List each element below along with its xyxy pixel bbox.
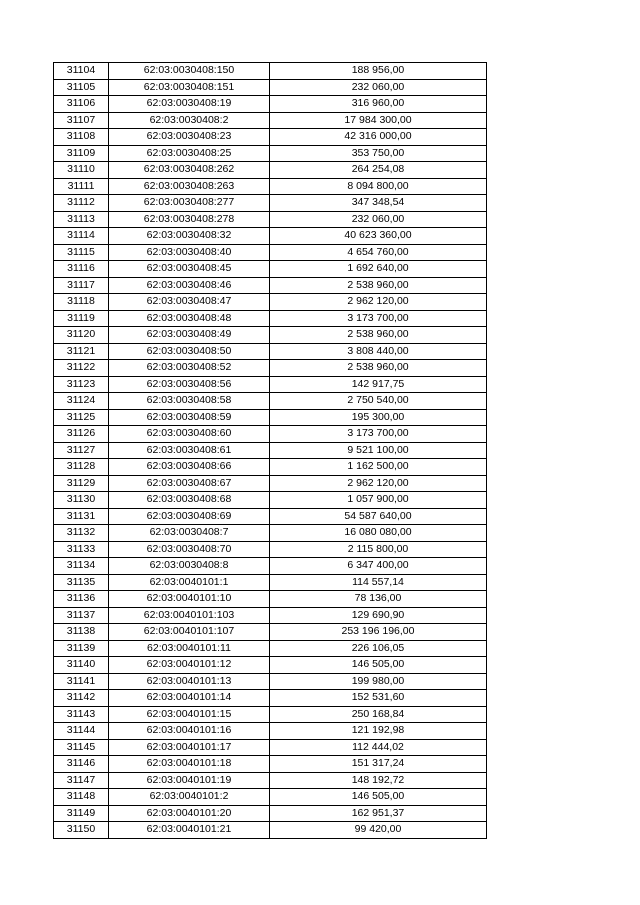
cadastral-number-cell: 62:03:0030408:277 xyxy=(109,195,270,212)
row-number-cell: 31136 xyxy=(54,591,109,608)
cadastral-value-cell: 129 690,90 xyxy=(270,607,487,624)
table-body xyxy=(54,63,487,839)
table-row xyxy=(54,574,487,591)
cadastral-number-cell: 62:03:0030408:52 xyxy=(109,360,270,377)
row-number-cell: 31106 xyxy=(54,96,109,113)
table-row xyxy=(54,525,487,542)
row-number-cell: 31149 xyxy=(54,805,109,822)
table-row xyxy=(54,343,487,360)
row-number-cell: 31142 xyxy=(54,690,109,707)
table-row xyxy=(54,112,487,129)
cadastral-value-cell: 2 538 960,00 xyxy=(270,327,487,344)
row-number-cell: 31120 xyxy=(54,327,109,344)
cadastral-value-cell: 121 192,98 xyxy=(270,723,487,740)
row-number-cell: 31150 xyxy=(54,822,109,839)
cadastral-value-cell: 2 962 120,00 xyxy=(270,475,487,492)
table-row xyxy=(54,706,487,723)
cadastral-number-cell: 62:03:0030408:46 xyxy=(109,277,270,294)
cadastral-value-cell: 114 557,14 xyxy=(270,574,487,591)
table-row xyxy=(54,805,487,822)
table-row xyxy=(54,162,487,179)
cadastral-value-cell: 78 136,00 xyxy=(270,591,487,608)
cadastral-value-cell: 99 420,00 xyxy=(270,822,487,839)
row-number-cell: 31137 xyxy=(54,607,109,624)
table-row xyxy=(54,277,487,294)
cadastral-value-cell: 253 196 196,00 xyxy=(270,624,487,641)
row-number-cell: 31116 xyxy=(54,261,109,278)
cadastral-number-cell: 62:03:0030408:2 xyxy=(109,112,270,129)
row-number-cell: 31114 xyxy=(54,228,109,245)
cadastral-value-cell: 152 531,60 xyxy=(270,690,487,707)
cadastral-number-cell: 62:03:0030408:58 xyxy=(109,393,270,410)
table-row xyxy=(54,492,487,509)
cadastral-value-cell: 2 962 120,00 xyxy=(270,294,487,311)
table-row xyxy=(54,360,487,377)
table-row xyxy=(54,244,487,261)
cadastral-value-cell: 3 808 440,00 xyxy=(270,343,487,360)
cadastral-value-cell: 2 538 960,00 xyxy=(270,360,487,377)
row-number-cell: 31139 xyxy=(54,640,109,657)
row-number-cell: 31144 xyxy=(54,723,109,740)
cadastral-value-cell: 232 060,00 xyxy=(270,79,487,96)
cadastral-number-cell: 62:03:0030408:262 xyxy=(109,162,270,179)
table-row xyxy=(54,442,487,459)
cadastral-number-cell: 62:03:0040101:107 xyxy=(109,624,270,641)
cadastral-number-cell: 62:03:0030408:69 xyxy=(109,508,270,525)
table-row xyxy=(54,789,487,806)
table-row xyxy=(54,607,487,624)
cadastral-number-cell: 62:03:0040101:1 xyxy=(109,574,270,591)
row-number-cell: 31135 xyxy=(54,574,109,591)
table-row xyxy=(54,211,487,228)
cadastral-value-cell: 188 956,00 xyxy=(270,63,487,80)
cadastral-value-cell: 2 750 540,00 xyxy=(270,393,487,410)
table-row xyxy=(54,756,487,773)
cadastral-number-cell: 62:03:0030408:59 xyxy=(109,409,270,426)
table-row xyxy=(54,673,487,690)
cadastral-number-cell: 62:03:0030408:60 xyxy=(109,426,270,443)
table-row xyxy=(54,822,487,839)
cadastral-value-cell: 347 348,54 xyxy=(270,195,487,212)
table-row xyxy=(54,657,487,674)
row-number-cell: 31141 xyxy=(54,673,109,690)
row-number-cell: 31123 xyxy=(54,376,109,393)
row-number-cell: 31146 xyxy=(54,756,109,773)
table-row xyxy=(54,475,487,492)
table-row xyxy=(54,591,487,608)
cadastral-number-cell: 62:03:0040101:2 xyxy=(109,789,270,806)
cadastral-number-cell: 62:03:0030408:25 xyxy=(109,145,270,162)
cadastral-number-cell: 62:03:0040101:21 xyxy=(109,822,270,839)
cadastral-number-cell: 62:03:0030408:66 xyxy=(109,459,270,476)
cadastral-value-cell: 1 057 900,00 xyxy=(270,492,487,509)
row-number-cell: 31109 xyxy=(54,145,109,162)
cadastral-number-cell: 62:03:0040101:13 xyxy=(109,673,270,690)
cadastral-number-cell: 62:03:0040101:17 xyxy=(109,739,270,756)
table-row xyxy=(54,79,487,96)
cadastral-number-cell: 62:03:0040101:11 xyxy=(109,640,270,657)
row-number-cell: 31105 xyxy=(54,79,109,96)
table-row xyxy=(54,690,487,707)
row-number-cell: 31107 xyxy=(54,112,109,129)
cadastral-number-cell: 62:03:0030408:50 xyxy=(109,343,270,360)
cadastral-value-cell: 40 623 360,00 xyxy=(270,228,487,245)
row-number-cell: 31108 xyxy=(54,129,109,146)
table-row xyxy=(54,640,487,657)
row-number-cell: 31133 xyxy=(54,541,109,558)
cadastral-number-cell: 62:03:0030408:48 xyxy=(109,310,270,327)
cadastral-number-cell: 62:03:0030408:67 xyxy=(109,475,270,492)
cadastral-number-cell: 62:03:0030408:61 xyxy=(109,442,270,459)
row-number-cell: 31112 xyxy=(54,195,109,212)
row-number-cell: 31126 xyxy=(54,426,109,443)
cadastral-value-cell: 17 984 300,00 xyxy=(270,112,487,129)
cadastral-value-table xyxy=(53,62,487,839)
table-row xyxy=(54,393,487,410)
table-row xyxy=(54,63,487,80)
cadastral-value-cell: 1 162 500,00 xyxy=(270,459,487,476)
table-row xyxy=(54,508,487,525)
cadastral-value-cell: 6 347 400,00 xyxy=(270,558,487,575)
table-row xyxy=(54,294,487,311)
row-number-cell: 31147 xyxy=(54,772,109,789)
cadastral-number-cell: 62:03:0030408:40 xyxy=(109,244,270,261)
row-number-cell: 31130 xyxy=(54,492,109,509)
table-row xyxy=(54,96,487,113)
cadastral-number-cell: 62:03:0030408:19 xyxy=(109,96,270,113)
table-row xyxy=(54,772,487,789)
cadastral-number-cell: 62:03:0040101:16 xyxy=(109,723,270,740)
row-number-cell: 31129 xyxy=(54,475,109,492)
row-number-cell: 31115 xyxy=(54,244,109,261)
table-row xyxy=(54,129,487,146)
cadastral-value-cell: 146 505,00 xyxy=(270,789,487,806)
cadastral-number-cell: 62:03:0030408:278 xyxy=(109,211,270,228)
cadastral-value-cell: 3 173 700,00 xyxy=(270,310,487,327)
cadastral-number-cell: 62:03:0040101:19 xyxy=(109,772,270,789)
cadastral-value-cell: 2 115 800,00 xyxy=(270,541,487,558)
cadastral-value-cell: 3 173 700,00 xyxy=(270,426,487,443)
table-row xyxy=(54,376,487,393)
cadastral-value-cell: 199 980,00 xyxy=(270,673,487,690)
cadastral-number-cell: 62:03:0030408:68 xyxy=(109,492,270,509)
row-number-cell: 31117 xyxy=(54,277,109,294)
cadastral-number-cell: 62:03:0030408:23 xyxy=(109,129,270,146)
row-number-cell: 31121 xyxy=(54,343,109,360)
table-row xyxy=(54,459,487,476)
table-row xyxy=(54,228,487,245)
cadastral-value-cell: 1 692 640,00 xyxy=(270,261,487,278)
table-row xyxy=(54,310,487,327)
cadastral-number-cell: 62:03:0040101:10 xyxy=(109,591,270,608)
cadastral-value-cell: 250 168,84 xyxy=(270,706,487,723)
cadastral-number-cell: 62:03:0040101:103 xyxy=(109,607,270,624)
cadastral-value-cell: 42 316 000,00 xyxy=(270,129,487,146)
row-number-cell: 31134 xyxy=(54,558,109,575)
row-number-cell: 31122 xyxy=(54,360,109,377)
row-number-cell: 31132 xyxy=(54,525,109,542)
row-number-cell: 31127 xyxy=(54,442,109,459)
table-row xyxy=(54,624,487,641)
cadastral-number-cell: 62:03:0040101:18 xyxy=(109,756,270,773)
row-number-cell: 31143 xyxy=(54,706,109,723)
cadastral-value-cell: 151 317,24 xyxy=(270,756,487,773)
row-number-cell: 31104 xyxy=(54,63,109,80)
cadastral-value-cell: 232 060,00 xyxy=(270,211,487,228)
cadastral-value-cell: 9 521 100,00 xyxy=(270,442,487,459)
cadastral-value-cell: 4 654 760,00 xyxy=(270,244,487,261)
cadastral-value-cell: 148 192,72 xyxy=(270,772,487,789)
cadastral-number-cell: 62:03:0040101:14 xyxy=(109,690,270,707)
cadastral-number-cell: 62:03:0030408:7 xyxy=(109,525,270,542)
row-number-cell: 31125 xyxy=(54,409,109,426)
row-number-cell: 31124 xyxy=(54,393,109,410)
table-row xyxy=(54,261,487,278)
cadastral-value-cell: 195 300,00 xyxy=(270,409,487,426)
row-number-cell: 31131 xyxy=(54,508,109,525)
cadastral-value-cell: 142 917,75 xyxy=(270,376,487,393)
cadastral-number-cell: 62:03:0030408:8 xyxy=(109,558,270,575)
cadastral-value-cell: 2 538 960,00 xyxy=(270,277,487,294)
cadastral-number-cell: 62:03:0030408:49 xyxy=(109,327,270,344)
table-row xyxy=(54,426,487,443)
cadastral-number-cell: 62:03:0040101:20 xyxy=(109,805,270,822)
cadastral-number-cell: 62:03:0040101:12 xyxy=(109,657,270,674)
cadastral-number-cell: 62:03:0040101:15 xyxy=(109,706,270,723)
table-row xyxy=(54,145,487,162)
cadastral-value-cell: 353 750,00 xyxy=(270,145,487,162)
cadastral-number-cell: 62:03:0030408:70 xyxy=(109,541,270,558)
table-row xyxy=(54,558,487,575)
row-number-cell: 31145 xyxy=(54,739,109,756)
cadastral-number-cell: 62:03:0030408:263 xyxy=(109,178,270,195)
cadastral-value-cell: 112 444,02 xyxy=(270,739,487,756)
row-number-cell: 31119 xyxy=(54,310,109,327)
row-number-cell: 31113 xyxy=(54,211,109,228)
cadastral-value-cell: 264 254,08 xyxy=(270,162,487,179)
table-row xyxy=(54,739,487,756)
cadastral-value-cell: 226 106,05 xyxy=(270,640,487,657)
table-row xyxy=(54,409,487,426)
row-number-cell: 31128 xyxy=(54,459,109,476)
row-number-cell: 31148 xyxy=(54,789,109,806)
row-number-cell: 31138 xyxy=(54,624,109,641)
table-row xyxy=(54,327,487,344)
cadastral-number-cell: 62:03:0030408:47 xyxy=(109,294,270,311)
row-number-cell: 31140 xyxy=(54,657,109,674)
cadastral-number-cell: 62:03:0030408:150 xyxy=(109,63,270,80)
table-row xyxy=(54,723,487,740)
row-number-cell: 31110 xyxy=(54,162,109,179)
cadastral-number-cell: 62:03:0030408:56 xyxy=(109,376,270,393)
cadastral-value-cell: 16 080 080,00 xyxy=(270,525,487,542)
row-number-cell: 31118 xyxy=(54,294,109,311)
cadastral-value-cell: 162 951,37 xyxy=(270,805,487,822)
cadastral-number-cell: 62:03:0030408:32 xyxy=(109,228,270,245)
row-number-cell: 31111 xyxy=(54,178,109,195)
cadastral-value-cell: 8 094 800,00 xyxy=(270,178,487,195)
cadastral-number-cell: 62:03:0030408:151 xyxy=(109,79,270,96)
table-row xyxy=(54,541,487,558)
cadastral-number-cell: 62:03:0030408:45 xyxy=(109,261,270,278)
table-row xyxy=(54,178,487,195)
table-row xyxy=(54,195,487,212)
cadastral-value-cell: 146 505,00 xyxy=(270,657,487,674)
cadastral-value-cell: 316 960,00 xyxy=(270,96,487,113)
cadastral-value-cell: 54 587 640,00 xyxy=(270,508,487,525)
